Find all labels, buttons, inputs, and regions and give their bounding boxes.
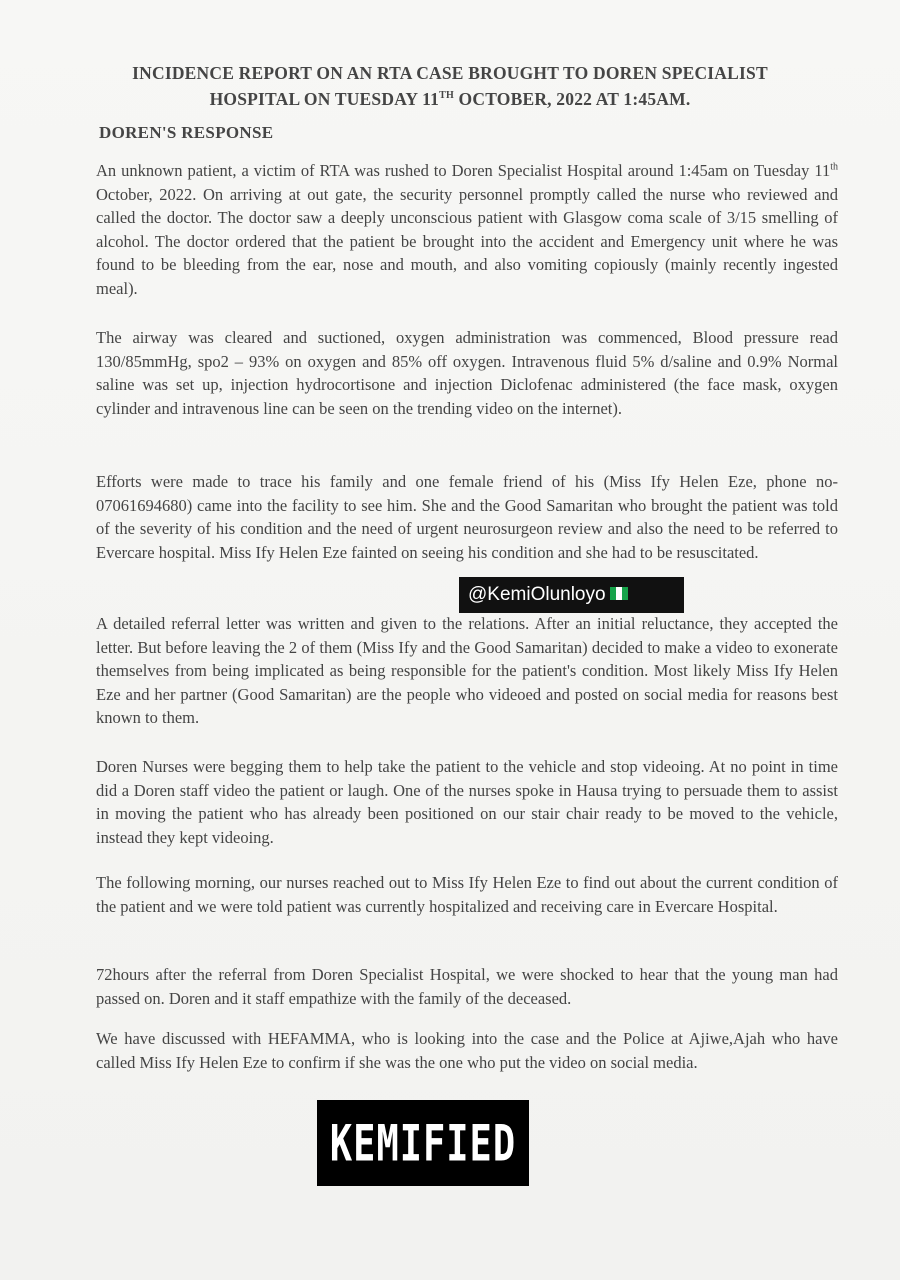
watermark-handle-text: @KemiOlunloyo bbox=[468, 584, 606, 605]
title-line-2-sup: TH bbox=[439, 90, 454, 102]
paragraph-3: Efforts were made to trace his family and one female friend of his (Miss Ify Helen Eze, phone no- 07061694680) came into the facility to see him. She and the Good Samaritan who brought the patient was told of the severity of his condition and the need of urgent neurosurgeon review and also the need to be referred to Evercare hospital. Miss Ify Helen Eze fainted on seeing his condition and she had to be resuscitated. bbox=[96, 472, 838, 562]
paragraph-1-post: October, 2022. On arriving at out gate, the security personnel promptly called the nurse who reviewed and called the doctor. The doctor saw a deeply unconscious patient with Glasgow coma scale of 3/15 smelling of alcohol. The doctor ordered that the patient be brought into the accident and Emergency unit where he was found to be bleeding from the ear, nose and mouth, and also vomiting copiously (mainly recently ingested meal). bbox=[96, 184, 838, 298]
paragraph-2: The airway was cleared and suctioned, oxygen administration was commenced, Blood pressure read 130/85mmHg, spo2 – 93% on oxygen and 85% off oxygen. Intravenous fluid 5% d/saline and 0.9% Normal saline was set up, injection hydrocortisone and injection Diclofenac administered (the face mask, oxygen cylinder and intravenous line can be seen on the trending video on the internet). bbox=[96, 328, 838, 418]
watermark-handle bbox=[459, 577, 684, 613]
paragraph-8: We have discussed with HEFAMMA, who is looking into the case and the Police at Ajiwe,Ajah who have called Miss Ify Helen Eze to confirm if she was the one who put the video on social media. bbox=[96, 1029, 838, 1072]
title-line-1: INCIDENCE REPORT ON AN RTA CASE BROUGHT TO DOREN SPECIALIST bbox=[132, 63, 768, 83]
kemified-logo bbox=[317, 1100, 529, 1186]
title-line-2 bbox=[60, 86, 840, 112]
paragraph-1-sup: th bbox=[830, 161, 838, 173]
section-heading: DOREN'S RESPONSE bbox=[99, 123, 274, 142]
title-line-2-post: OCTOBER, 2022 AT 1:45AM. bbox=[453, 89, 691, 109]
paragraph-5: Doren Nurses were begging them to help take the patient to the vehicle and stop videoing. At no point in time did a Doren staff video the patient or laugh. One of the nurses spoke in Hausa trying to persuade them to assist in moving the patient who has already been positioned on our stair chair ready to be moved to the vehicle, instead they kept videoing. bbox=[96, 757, 838, 847]
logo-text: KEMIFIED bbox=[329, 1113, 517, 1173]
paragraph-6: The following morning, our nurses reached out to Miss Ify Helen Eze to find out about the current condition of the patient and we were told patient was currently hospitalized and receiving care in Evercare Hospital. bbox=[96, 873, 838, 916]
nigeria-flag-icon bbox=[610, 587, 628, 600]
paragraph-1-pre: An unknown patient, a victim of RTA was rushed to Doren Specialist Hospital around 1:45am on Tuesday 11 bbox=[96, 161, 831, 180]
paragraph-4: A detailed referral letter was written and given to the relations. After an initial reluctance, they accepted the letter. But before leaving the 2 of them (Miss Ify and the Good Samaritan) decided to make a video to exonerate themselves from being implicated as being responsible for the patient's condition. Most likely Miss Ify Helen Eze and her partner (Good Samaritan) are the people who videoed and posted on social media for reasons best known to them. bbox=[96, 614, 838, 727]
title-line-2-pre: HOSPITAL ON TUESDAY 11 bbox=[209, 89, 440, 109]
paragraph-7: 72hours after the referral from Doren Specialist Hospital, we were shocked to hear that the young man had passed on. Doren and it staff empathize with the family of the deceased. bbox=[96, 965, 838, 1008]
paragraph-1 bbox=[96, 159, 838, 300]
report-title bbox=[60, 60, 840, 112]
